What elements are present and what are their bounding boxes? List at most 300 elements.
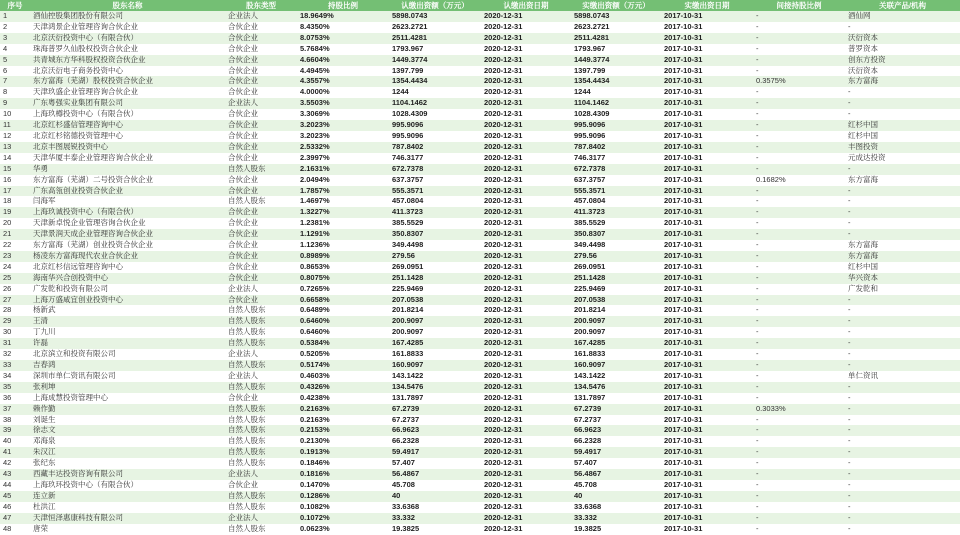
cell-paid-date: 2017-10-31: [664, 512, 703, 522]
cell-paid-amount: 160.9097: [574, 360, 606, 369]
cell-indirect-ratio: -: [756, 43, 759, 53]
column-header-indirect-ratio: 间接持股比例: [753, 0, 845, 11]
cell-related-org: -: [848, 218, 851, 228]
table-row: [0, 131, 960, 142]
cell-share-ratio: 0.7265%: [300, 283, 330, 293]
cell-paid-amount: 131.7897: [574, 392, 606, 402]
cell-share-ratio: 0.2163%: [300, 414, 330, 424]
cell-related-org: -: [848, 316, 851, 326]
cell-subscribed-amount: 672.7378: [392, 163, 424, 173]
cell-subscribed-date: 2020-12-31: [484, 207, 523, 217]
cell-related-org: -: [848, 458, 851, 468]
cell-subscribed-date: 2020-12-31: [484, 98, 523, 108]
cell-related-org: 红杉中国: [848, 261, 878, 271]
cell-share-ratio: 1.3227%: [300, 207, 330, 217]
cell-shareholder-name: 丁九川: [33, 327, 56, 337]
cell-related-org: -: [848, 425, 851, 435]
cell-paid-amount: 995.9096: [574, 130, 606, 140]
cell-shareholder-type: 企业法人: [228, 349, 258, 359]
cell-shareholder-type: 合伙企业: [228, 32, 258, 42]
table-row: [0, 295, 960, 306]
cell-share-ratio: 0.2163%: [300, 403, 330, 413]
cell-index: 43: [3, 469, 12, 479]
cell-subscribed-amount: 1354.4434: [392, 76, 428, 86]
cell-indirect-ratio: -: [756, 229, 759, 239]
cell-paid-amount: 672.7378: [574, 163, 606, 173]
cell-subscribed-date: 2020-12-31: [484, 316, 523, 326]
cell-paid-date: 2017-10-31: [664, 163, 703, 173]
table-row: [0, 447, 960, 458]
cell-indirect-ratio: -: [756, 98, 759, 108]
cell-index: 2: [3, 21, 8, 31]
cell-shareholder-type: 合伙企业: [228, 229, 258, 239]
cell-share-ratio: 18.9649%: [300, 11, 334, 20]
table-row: [0, 120, 960, 131]
cell-shareholder-type: 自然人股东: [228, 327, 266, 337]
cell-paid-amount: 350.8307: [574, 229, 606, 239]
cell-subscribed-amount: 1397.799: [392, 65, 424, 75]
cell-paid-date: 2017-10-31: [664, 469, 703, 479]
cell-shareholder-name: 西藏丰达投资咨询有限公司: [33, 469, 123, 479]
cell-subscribed-date: 2020-12-31: [484, 523, 523, 533]
cell-subscribed-date: 2020-12-31: [484, 21, 523, 31]
cell-paid-amount: 143.1422: [574, 370, 606, 380]
column-header-index: 序号: [0, 0, 30, 11]
cell-subscribed-date: 2020-12-31: [484, 109, 523, 119]
cell-index: 24: [3, 261, 12, 271]
cell-related-org: -: [848, 109, 851, 119]
cell-paid-amount: 33.6368: [574, 501, 602, 511]
cell-shareholder-name: 上海玖环投资中心（有限合伙）: [33, 479, 138, 489]
cell-indirect-ratio: -: [756, 349, 759, 359]
cell-share-ratio: 0.8075%: [300, 272, 330, 282]
cell-paid-date: 2017-10-31: [664, 21, 703, 31]
cell-subscribed-amount: 225.9469: [392, 283, 424, 293]
cell-index: 30: [3, 327, 12, 337]
cell-indirect-ratio: -: [756, 261, 759, 271]
cell-subscribed-date: 2020-12-31: [484, 490, 523, 500]
cell-related-org: -: [848, 327, 851, 337]
cell-indirect-ratio: -: [756, 294, 759, 304]
cell-index: 18: [3, 196, 12, 206]
cell-index: 16: [3, 174, 12, 184]
cell-shareholder-type: 合伙企业: [228, 21, 258, 31]
cell-shareholder-name: 天津华厦丰泰企业管理咨询合伙企业: [33, 152, 153, 162]
cell-paid-amount: 746.3177: [574, 152, 606, 162]
cell-shareholder-type: 合伙企业: [228, 141, 258, 151]
cell-subscribed-amount: 66.2328: [392, 436, 420, 446]
cell-subscribed-amount: 201.8214: [392, 305, 424, 315]
cell-related-org: 普罗资本: [848, 43, 878, 53]
column-header-paid-amount: 实缴出资额（万元）: [571, 0, 661, 11]
cell-subscribed-amount: 251.1428: [392, 272, 424, 282]
cell-shareholder-name: 广东高瓴创业投资合伙企业: [33, 185, 123, 195]
cell-shareholder-type: 自然人股东: [228, 316, 266, 326]
cell-indirect-ratio: -: [756, 207, 759, 217]
cell-paid-date: 2017-10-31: [664, 207, 703, 217]
cell-shareholder-name: 上海玖诚投资中心（有限合伙）: [33, 207, 138, 217]
table-row: [0, 76, 960, 87]
cell-paid-amount: 1028.4309: [574, 109, 610, 119]
cell-related-org: -: [848, 98, 851, 108]
cell-indirect-ratio: -: [756, 447, 759, 457]
cell-subscribed-amount: 57.407: [392, 458, 415, 468]
cell-related-org: -: [848, 490, 851, 500]
cell-paid-date: 2017-10-31: [664, 414, 703, 424]
cell-subscribed-date: 2020-12-31: [484, 512, 523, 522]
cell-subscribed-date: 2020-12-31: [484, 272, 523, 282]
cell-shareholder-type: 合伙企业: [228, 240, 258, 250]
cell-subscribed-amount: 134.5476: [392, 381, 424, 391]
cell-shareholder-type: 自然人股东: [228, 523, 266, 533]
cell-indirect-ratio: -: [756, 338, 759, 348]
cell-share-ratio: 8.4350%: [300, 21, 330, 31]
cell-paid-amount: 57.407: [574, 458, 597, 468]
cell-paid-date: 2017-10-31: [664, 479, 703, 489]
cell-share-ratio: 2.0494%: [300, 174, 330, 184]
cell-indirect-ratio: -: [756, 512, 759, 522]
cell-subscribed-date: 2020-12-31: [484, 283, 523, 293]
cell-paid-amount: 1397.799: [574, 65, 606, 75]
cell-share-ratio: 1.2381%: [300, 218, 330, 228]
cell-subscribed-amount: 1793.967: [392, 43, 424, 53]
cell-paid-date: 2017-10-31: [664, 54, 703, 64]
cell-related-org: 红杉中国: [848, 120, 878, 130]
cell-shareholder-name: 许磊: [33, 338, 48, 348]
cell-index: 29: [3, 316, 12, 326]
cell-subscribed-date: 2020-12-31: [484, 392, 523, 402]
cell-shareholder-type: 自然人股东: [228, 163, 266, 173]
cell-indirect-ratio: -: [756, 163, 759, 173]
cell-share-ratio: 5.7684%: [300, 43, 330, 53]
cell-related-org: 东方富海: [848, 240, 878, 250]
cell-shareholder-name: 广东粤强实业集团有限公司: [33, 98, 123, 108]
cell-subscribed-date: 2020-12-31: [484, 479, 523, 489]
cell-paid-date: 2017-10-31: [664, 120, 703, 130]
cell-paid-date: 2017-10-31: [664, 381, 703, 391]
cell-paid-date: 2017-10-31: [664, 43, 703, 53]
cell-indirect-ratio: 0.1682%: [756, 174, 786, 184]
cell-subscribed-date: 2020-12-31: [484, 501, 523, 511]
table-row: [0, 491, 960, 502]
cell-index: 14: [3, 152, 12, 162]
cell-share-ratio: 0.2130%: [300, 436, 330, 446]
cell-paid-date: 2017-10-31: [664, 425, 703, 435]
table-row: [0, 349, 960, 360]
cell-index: 27: [3, 294, 12, 304]
cell-share-ratio: 4.3557%: [300, 76, 330, 86]
cell-paid-date: 2017-10-31: [664, 294, 703, 304]
table-row: [0, 469, 960, 480]
table-row: [0, 425, 960, 436]
table-row: [0, 273, 960, 284]
cell-paid-amount: 279.56: [574, 250, 597, 260]
cell-indirect-ratio: -: [756, 305, 759, 315]
cell-indirect-ratio: 0.3575%: [756, 76, 786, 86]
cell-shareholder-name: 北京沃衍电子商务投资中心: [33, 65, 123, 75]
table-row: [0, 415, 960, 426]
cell-subscribed-date: 2020-12-31: [484, 250, 523, 260]
cell-subscribed-amount: 33.332: [392, 512, 415, 522]
table-row: [0, 338, 960, 349]
cell-shareholder-type: 自然人股东: [228, 414, 266, 424]
table-row: [0, 55, 960, 66]
cell-subscribed-amount: 269.0951: [392, 261, 424, 271]
cell-paid-date: 2017-10-31: [664, 458, 703, 468]
cell-shareholder-name: 天津玖盛企业管理咨询合伙企业: [33, 87, 138, 97]
cell-paid-date: 2017-10-31: [664, 76, 703, 86]
cell-share-ratio: 1.4697%: [300, 196, 330, 206]
cell-shareholder-name: 张利坤: [33, 381, 56, 391]
cell-subscribed-date: 2020-12-31: [484, 120, 523, 130]
cell-shareholder-name: 天津景润天成企业管理咨询合伙企业: [33, 229, 153, 239]
cell-subscribed-date: 2020-12-31: [484, 65, 523, 75]
cell-subscribed-amount: 1028.4309: [392, 109, 428, 119]
cell-paid-amount: 66.9623: [574, 425, 602, 435]
cell-subscribed-amount: 555.3571: [392, 185, 424, 195]
cell-paid-amount: 33.332: [574, 512, 597, 522]
cell-related-org: 创东方投资: [848, 54, 886, 64]
cell-subscribed-amount: 200.9097: [392, 316, 424, 326]
cell-shareholder-type: 合伙企业: [228, 109, 258, 119]
cell-index: 39: [3, 425, 12, 435]
cell-shareholder-type: 自然人股东: [228, 403, 266, 413]
table-row: [0, 458, 960, 469]
cell-index: 21: [3, 229, 12, 239]
cell-related-org: -: [848, 436, 851, 446]
cell-shareholder-type: 自然人股东: [228, 436, 266, 446]
cell-subscribed-amount: 2623.2721: [392, 21, 428, 31]
cell-paid-amount: 225.9469: [574, 283, 606, 293]
cell-index: 17: [3, 185, 12, 195]
cell-index: 23: [3, 250, 12, 260]
cell-paid-amount: 67.2737: [574, 414, 602, 424]
cell-index: 47: [3, 512, 12, 522]
table-row: [0, 382, 960, 393]
cell-share-ratio: 2.5332%: [300, 141, 330, 151]
cell-subscribed-date: 2020-12-31: [484, 54, 523, 64]
cell-subscribed-date: 2020-12-31: [484, 327, 523, 337]
cell-indirect-ratio: -: [756, 316, 759, 326]
cell-subscribed-date: 2020-12-31: [484, 218, 523, 228]
cell-shareholder-type: 合伙企业: [228, 294, 258, 304]
cell-share-ratio: 3.5503%: [300, 98, 330, 108]
cell-index: 11: [3, 120, 11, 130]
cell-shareholder-name: 华勇: [33, 163, 48, 173]
cell-subscribed-date: 2020-12-31: [484, 32, 523, 42]
cell-subscribed-date: 2020-12-31: [484, 370, 523, 380]
cell-paid-date: 2017-10-31: [664, 87, 703, 97]
cell-index: 46: [3, 501, 12, 511]
cell-indirect-ratio: -: [756, 272, 759, 282]
cell-subscribed-amount: 385.5529: [392, 218, 424, 228]
cell-paid-date: 2017-10-31: [664, 141, 703, 151]
cell-paid-date: 2017-10-31: [664, 349, 703, 359]
cell-shareholder-type: 自然人股东: [228, 490, 266, 500]
cell-paid-date: 2017-10-31: [664, 250, 703, 260]
cell-paid-date: 2017-10-31: [664, 218, 703, 228]
cell-subscribed-amount: 66.9623: [392, 425, 420, 435]
cell-share-ratio: 1.7857%: [300, 185, 330, 195]
cell-related-org: 红杉中国: [848, 130, 878, 140]
cell-index: 34: [3, 370, 12, 380]
cell-subscribed-amount: 350.8307: [392, 229, 424, 239]
cell-related-org: 东方富海: [848, 76, 878, 86]
cell-paid-date: 2017-10-31: [664, 523, 703, 533]
cell-paid-amount: 207.0538: [574, 294, 606, 304]
table-row: [0, 87, 960, 98]
cell-indirect-ratio: -: [756, 327, 759, 337]
cell-subscribed-date: 2020-12-31: [484, 87, 523, 97]
cell-paid-amount: 555.3571: [574, 185, 606, 195]
table-body: [0, 11, 960, 535]
cell-shareholder-name: 共青城东方华科股权投资合伙企业: [33, 54, 146, 64]
cell-related-org: 丰图投资: [848, 141, 878, 151]
cell-share-ratio: 0.1470%: [300, 479, 330, 489]
cell-share-ratio: 4.6604%: [300, 54, 330, 64]
cell-subscribed-amount: 59.4917: [392, 447, 420, 457]
cell-index: 35: [3, 381, 12, 391]
cell-paid-amount: 1244: [574, 87, 591, 97]
cell-shareholder-name: 广发乾和投资有限公司: [33, 283, 108, 293]
cell-subscribed-amount: 207.0538: [392, 294, 424, 304]
table-row: [0, 316, 960, 327]
cell-paid-amount: 1793.967: [574, 43, 606, 53]
cell-related-org: -: [848, 469, 851, 479]
cell-related-org: 华兴资本: [848, 272, 878, 282]
cell-index: 40: [3, 436, 12, 446]
cell-shareholder-type: 合伙企业: [228, 250, 258, 260]
table-row: [0, 305, 960, 316]
cell-paid-amount: 134.5476: [574, 381, 606, 391]
table-row: [0, 22, 960, 33]
cell-paid-amount: 385.5529: [574, 218, 606, 228]
cell-shareholder-name: 邓海泉: [33, 436, 56, 446]
cell-paid-date: 2017-10-31: [664, 261, 703, 271]
cell-subscribed-amount: 167.4285: [392, 338, 424, 348]
cell-related-org: -: [848, 185, 851, 195]
cell-share-ratio: 0.1816%: [300, 469, 330, 479]
cell-related-org: -: [848, 523, 851, 533]
cell-paid-date: 2017-10-31: [664, 370, 703, 380]
cell-share-ratio: 0.6489%: [300, 305, 330, 315]
cell-paid-amount: 19.3825: [574, 523, 602, 533]
cell-shareholder-type: 企业法人: [228, 469, 258, 479]
cell-related-org: 东方富海: [848, 174, 878, 184]
cell-paid-date: 2017-10-31: [664, 32, 703, 42]
cell-index: 33: [3, 360, 12, 369]
cell-subscribed-date: 2020-12-31: [484, 76, 523, 86]
cell-paid-date: 2017-10-31: [664, 360, 703, 369]
cell-subscribed-date: 2020-12-31: [484, 141, 523, 151]
cell-subscribed-date: 2020-12-31: [484, 436, 523, 446]
cell-subscribed-date: 2020-12-31: [484, 43, 523, 53]
cell-share-ratio: 3.2023%: [300, 120, 330, 130]
cell-indirect-ratio: -: [756, 185, 759, 195]
cell-shareholder-type: 自然人股东: [228, 458, 266, 468]
cell-related-org: -: [848, 392, 851, 402]
cell-shareholder-type: 合伙企业: [228, 43, 258, 53]
cell-related-org: -: [848, 512, 851, 522]
cell-paid-date: 2017-10-31: [664, 272, 703, 282]
cell-shareholder-name: 北京滨立和投资有限公司: [33, 349, 116, 359]
cell-share-ratio: 0.1913%: [300, 447, 330, 457]
cell-subscribed-amount: 40: [392, 490, 401, 500]
cell-share-ratio: 0.8653%: [300, 261, 330, 271]
cell-paid-amount: 161.8833: [574, 349, 606, 359]
cell-indirect-ratio: -: [756, 32, 759, 42]
cell-shareholder-name: 天津鸿景企业管理咨询合伙企业: [33, 21, 138, 31]
cell-related-org: 酒仙网: [848, 11, 871, 20]
cell-indirect-ratio: -: [756, 469, 759, 479]
cell-indirect-ratio: -: [756, 240, 759, 250]
cell-share-ratio: 1.1236%: [300, 240, 330, 250]
cell-index: 28: [3, 305, 12, 315]
cell-paid-date: 2017-10-31: [664, 174, 703, 184]
cell-share-ratio: 0.5174%: [300, 360, 330, 369]
cell-paid-date: 2017-10-31: [664, 403, 703, 413]
cell-index: 4: [3, 43, 8, 53]
cell-paid-amount: 995.9096: [574, 120, 606, 130]
cell-shareholder-type: 合伙企业: [228, 152, 258, 162]
cell-shareholder-name: 东方富海（芜湖）二号投资合伙企业: [33, 174, 153, 184]
cell-shareholder-type: 自然人股东: [228, 196, 266, 206]
cell-paid-date: 2017-10-31: [664, 447, 703, 457]
cell-index: 48: [3, 523, 12, 533]
cell-paid-date: 2017-10-31: [664, 152, 703, 162]
cell-shareholder-name: 闫海军: [33, 196, 56, 206]
table-row: [0, 66, 960, 77]
cell-related-org: -: [848, 479, 851, 489]
cell-paid-amount: 167.4285: [574, 338, 606, 348]
cell-shareholder-type: 合伙企业: [228, 76, 258, 86]
cell-related-org: 沃衍资本: [848, 65, 878, 75]
cell-subscribed-amount: 33.6368: [392, 501, 420, 511]
cell-paid-amount: 1104.1462: [574, 98, 610, 108]
cell-indirect-ratio: -: [756, 458, 759, 468]
cell-shareholder-name: 东方富海（芜湖）创业投资合伙企业: [33, 240, 153, 250]
cell-paid-date: 2017-10-31: [664, 185, 703, 195]
cell-subscribed-date: 2020-12-31: [484, 447, 523, 457]
cell-shareholder-type: 合伙企业: [228, 392, 258, 402]
cell-subscribed-amount: 995.9096: [392, 130, 424, 140]
cell-share-ratio: 8.0753%: [300, 32, 330, 42]
cell-shareholder-name: 杨新武: [33, 305, 56, 315]
cell-index: 5: [3, 54, 8, 64]
column-header-share-ratio: 持股比例: [297, 0, 389, 11]
cell-shareholder-type: 自然人股东: [228, 425, 266, 435]
table-row: [0, 513, 960, 524]
cell-shareholder-type: 合伙企业: [228, 185, 258, 195]
table-row: [0, 284, 960, 295]
cell-indirect-ratio: -: [756, 196, 759, 206]
cell-related-org: 单仁资讯: [848, 370, 878, 380]
cell-related-org: -: [848, 21, 851, 31]
cell-shareholder-type: 自然人股东: [228, 501, 266, 511]
table-row: [0, 196, 960, 207]
cell-shareholder-name: 东方富海（芜湖）股权投资合伙企业: [33, 76, 153, 86]
table-row: [0, 164, 960, 175]
cell-index: 20: [3, 218, 12, 228]
cell-subscribed-amount: 1244: [392, 87, 409, 97]
cell-paid-date: 2017-10-31: [664, 327, 703, 337]
cell-paid-amount: 251.1428: [574, 272, 606, 282]
cell-subscribed-amount: 45.708: [392, 479, 415, 489]
cell-subscribed-date: 2020-12-31: [484, 414, 523, 424]
cell-paid-date: 2017-10-31: [664, 11, 703, 20]
table-row: [0, 11, 960, 22]
cell-paid-amount: 201.8214: [574, 305, 606, 315]
